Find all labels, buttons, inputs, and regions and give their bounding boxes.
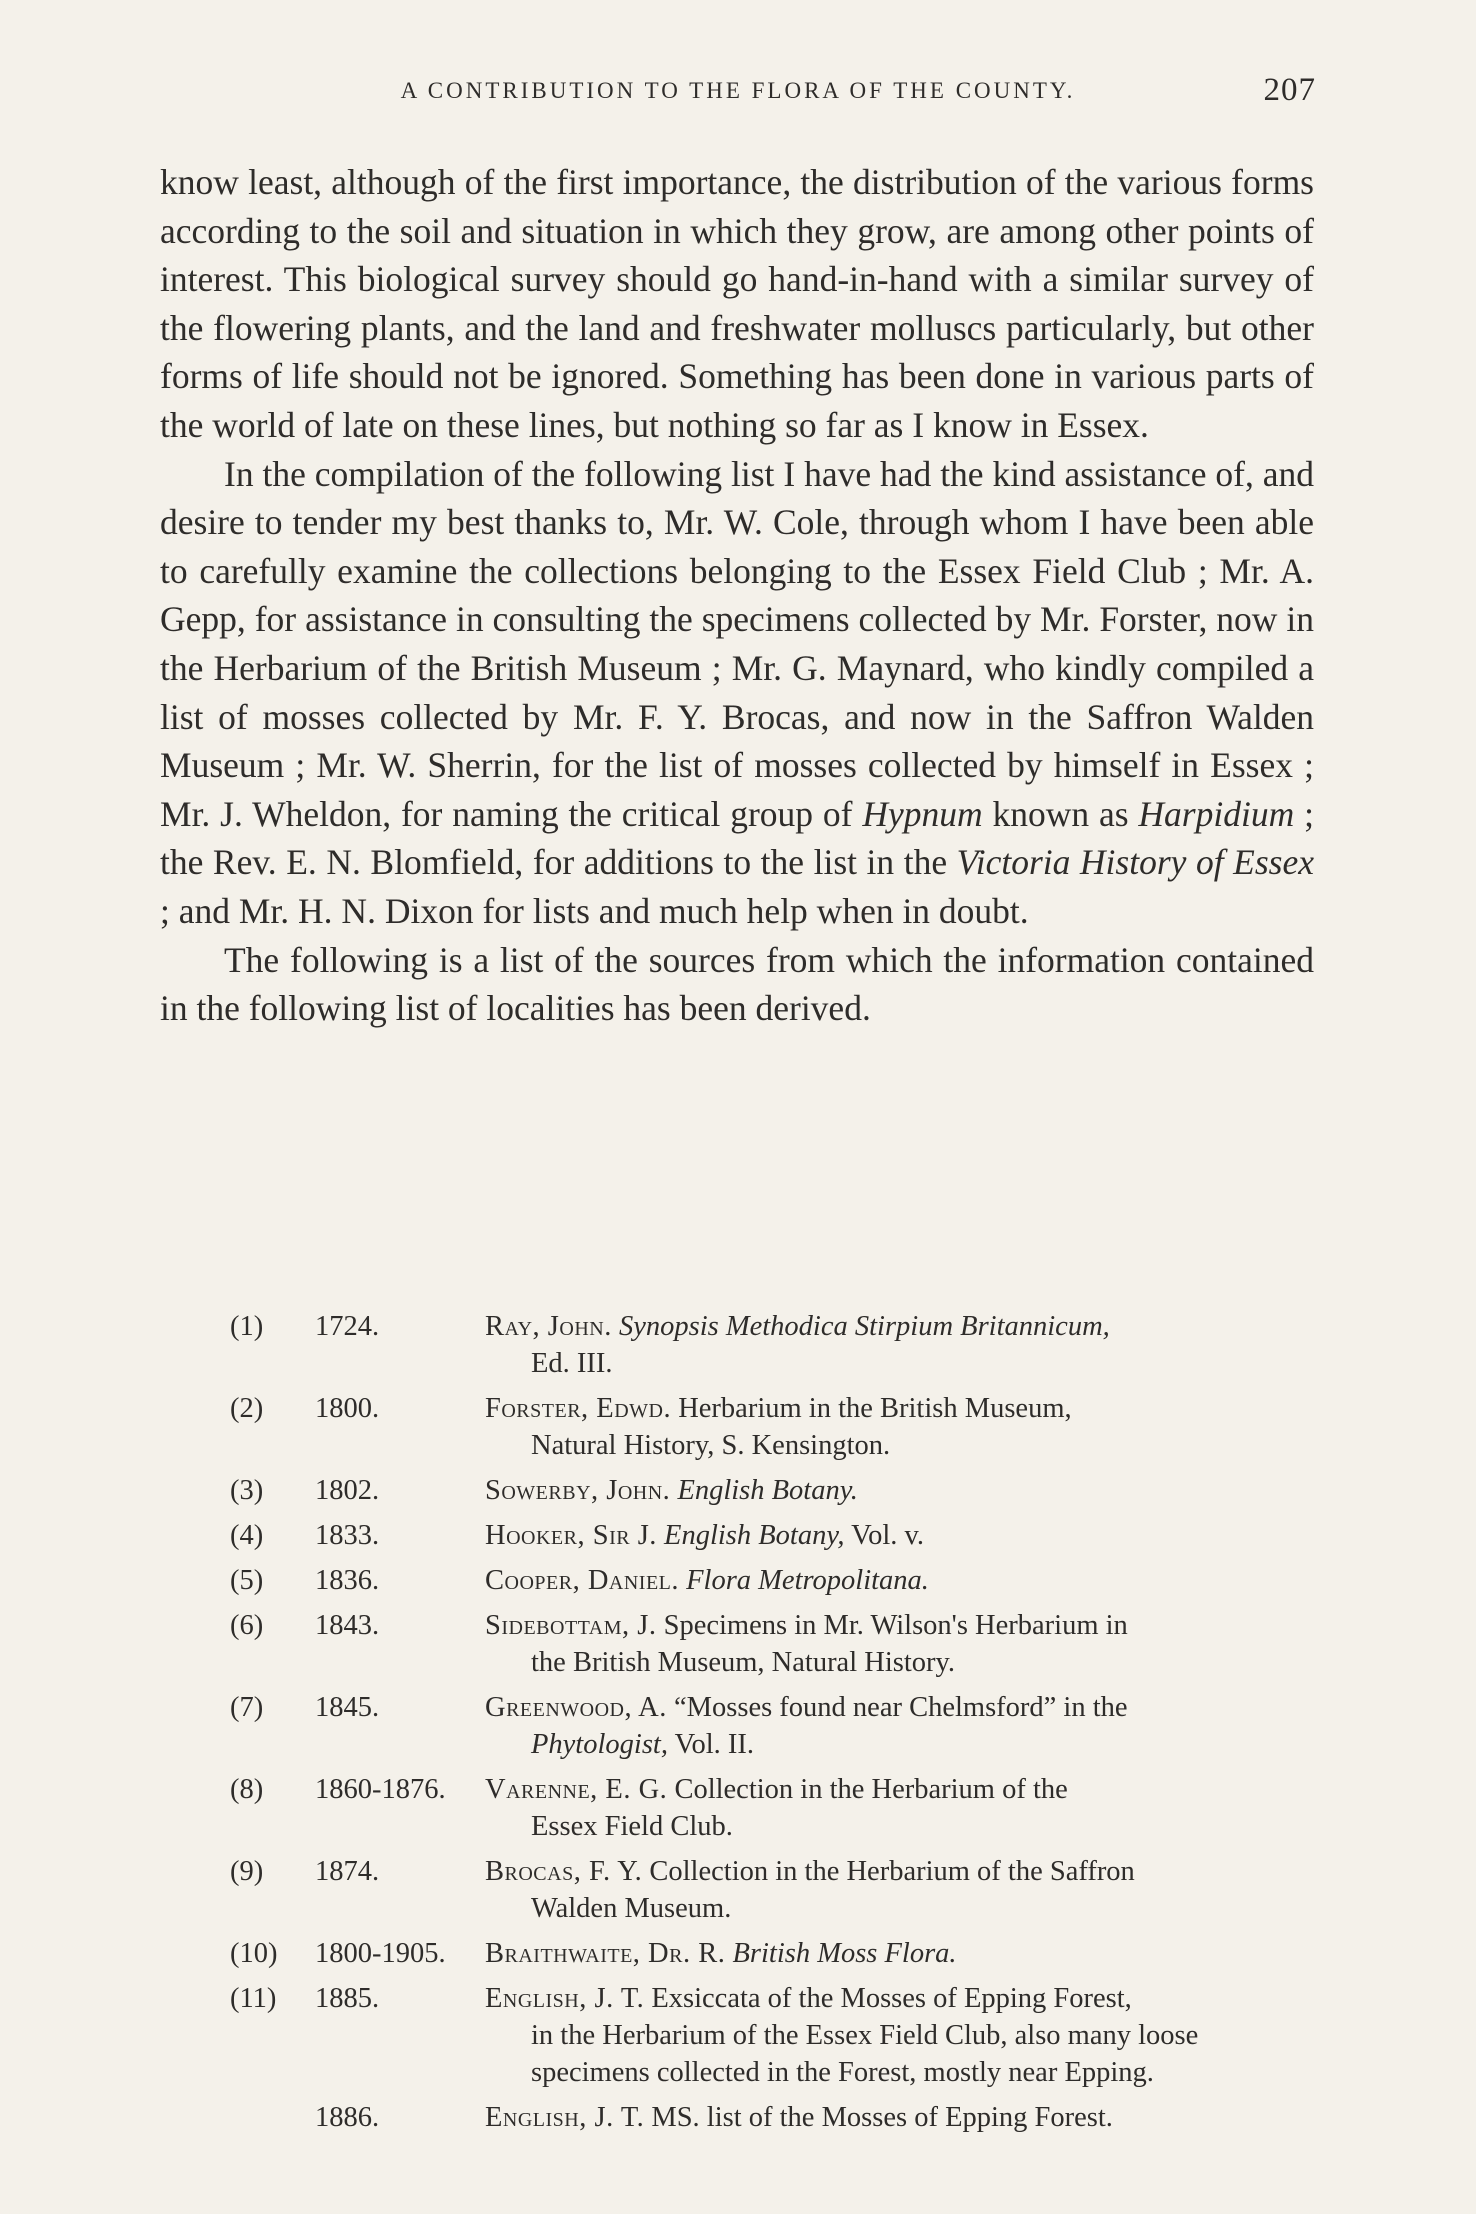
source-number: (2) xyxy=(230,1393,264,1424)
source-year: 1836. xyxy=(315,1565,380,1596)
source-entry xyxy=(230,1689,1320,1763)
source-first-line xyxy=(485,1935,1320,1972)
paragraph-3: The following is a list of the sources from which the information contained in the following list of localities has been derived. xyxy=(160,939,1314,1029)
source-continuation xyxy=(531,2017,1320,2091)
source-first-line xyxy=(485,1308,1320,1345)
source-first-line xyxy=(485,1517,1320,1554)
source-description: Specimens in Mr. Wilson's Herbarium in xyxy=(663,1610,1128,1641)
page-number: 207 xyxy=(1263,72,1316,108)
source-continuation xyxy=(531,1726,1320,1763)
source-continuation xyxy=(531,1890,1320,1927)
source-number: (7) xyxy=(230,1692,264,1723)
source-author: Hooker, Sir J. xyxy=(485,1520,657,1551)
source-first-line xyxy=(485,1472,1320,1509)
source-first-line xyxy=(485,2099,1320,2136)
italic-run: Victoria History of Essex xyxy=(956,842,1314,883)
source-work: English Botany, xyxy=(664,1520,845,1551)
source-number: (10) xyxy=(230,1938,278,1969)
source-work: Flora Metropolitana. xyxy=(686,1565,929,1596)
source-author: Greenwood, A. xyxy=(485,1692,667,1723)
source-continuation-text: Ed. III. xyxy=(531,1348,613,1379)
source-work: English Botany. xyxy=(677,1475,858,1506)
source-year: 1802. xyxy=(315,1475,380,1506)
source-description: Exsiccata of the Mosses of Epping Forest, xyxy=(651,1983,1132,2014)
source-entry xyxy=(230,1980,1320,2091)
source-number: (11) xyxy=(230,1983,277,2014)
source-first-line xyxy=(485,1689,1320,1726)
source-author: Braithwaite, Dr. R. xyxy=(485,1938,726,1969)
text-run: ; and Mr. H. N. Dixon for lists and much help when in doubt. xyxy=(160,890,1029,931)
text-run: In the compilation of the following list I have had the kind assistance of, and desire to tender my best thanks to, Mr. W. Cole, through whom I have been able to carefully examine the collections belonging to the Essex Field Club ; Mr. A. Gepp, for assistance in consulting the specimens collected by Mr. Forster, now in the Herbarium of the British Museum ; Mr. G. Maynard, who kindly compiled a list of mosses collected by Mr. F. Y. Brocas, and now in the Saffron Walden Museum ; Mr. W. Sherrin, for the list of mosses collected by himself in Essex ; Mr. J. Wheldon, for naming the critical group of xyxy=(160,453,1314,834)
source-author: Ray, John. xyxy=(485,1311,612,1342)
source-continuation xyxy=(531,1808,1320,1845)
source-year: 1860-1876. xyxy=(315,1774,446,1805)
source-year: 1874. xyxy=(315,1856,380,1887)
source-number: (3) xyxy=(230,1475,264,1506)
source-continuation-text: Vol. II. xyxy=(667,1729,754,1760)
source-author: Sowerby, John. xyxy=(485,1475,671,1506)
italic-run: Hypnum xyxy=(862,793,983,834)
source-author: Brocas, F. Y. xyxy=(485,1856,643,1887)
source-entry xyxy=(230,1390,1320,1464)
source-description: “Mosses found near Chelmsford” in the xyxy=(674,1692,1128,1723)
source-continuation-text: Walden Museum. xyxy=(531,1893,732,1924)
source-year: 1845. xyxy=(315,1692,380,1723)
source-continuation-italic: Phytologist, xyxy=(531,1729,668,1760)
source-description: MS. list of the Mosses of Epping Forest. xyxy=(651,2102,1113,2133)
source-continuation xyxy=(531,1427,1320,1464)
source-number: (5) xyxy=(230,1565,264,1596)
source-first-line xyxy=(485,1980,1320,2017)
source-author: English, J. T. xyxy=(485,2102,645,2133)
source-continuation xyxy=(531,1644,1320,1681)
source-author: Sidebottam, J. xyxy=(485,1610,657,1641)
source-first-line xyxy=(485,1562,1320,1599)
source-entry xyxy=(230,2099,1320,2136)
paragraph-2 xyxy=(160,450,1314,936)
source-description: Collection in the Herbarium of the Saffron xyxy=(649,1856,1135,1887)
source-year: 1800-1905. xyxy=(315,1938,446,1969)
source-first-line xyxy=(485,1390,1320,1427)
source-author: Cooper, Daniel. xyxy=(485,1565,680,1596)
source-entry xyxy=(230,1935,1320,1972)
text-run: ; the Rev. E. N. Blomfield, for additions to the list in the xyxy=(160,793,1314,883)
italic-run: Harpidium xyxy=(1138,793,1295,834)
source-description: Collection in the Herbarium of the xyxy=(674,1774,1068,1805)
sources-list xyxy=(230,1308,1320,2144)
source-author: English, J. T. xyxy=(485,1983,645,2014)
source-year: 1886. xyxy=(315,2102,380,2133)
source-work: Synopsis Methodica Stirpium Britannicum, xyxy=(618,1311,1110,1342)
source-number: (1) xyxy=(230,1311,264,1342)
running-head xyxy=(160,78,1316,104)
body-text xyxy=(160,158,1314,1033)
source-entry xyxy=(230,1308,1320,1382)
source-description: Herbarium in the British Museum, xyxy=(678,1393,1072,1424)
paragraph-1: know least, although of the first importance, the distribution of the various forms according to the soil and situation in which they grow, are among other points of interest. This biological survey should go hand-in-hand with a similar survey of the flowering plants, and the land and freshwater molluscs particularly, but other forms of life should not be ignored. Something has been done in various parts of the world of late on these lines, but nothing so far as I know in Essex. xyxy=(160,162,1314,445)
source-entry xyxy=(230,1562,1320,1599)
source-entry xyxy=(230,1771,1320,1845)
source-first-line xyxy=(485,1853,1320,1890)
source-continuation-text: in the Herbarium of the Essex Field Club, also many loose specimens collected in the Forest, mostly near Epping. xyxy=(531,2020,1199,2088)
source-continuation-text: Essex Field Club. xyxy=(531,1811,733,1842)
source-year: 1833. xyxy=(315,1520,380,1551)
source-year: 1885. xyxy=(315,1983,380,2014)
source-year: 1800. xyxy=(315,1393,380,1424)
source-author: Forster, Edwd. xyxy=(485,1393,672,1424)
source-year: 1843. xyxy=(315,1610,380,1641)
source-entry xyxy=(230,1853,1320,1927)
source-continuation-text: Natural History, S. Kensington. xyxy=(531,1430,891,1461)
running-title: A CONTRIBUTION TO THE FLORA OF THE COUNTY. xyxy=(400,78,1076,103)
source-entry xyxy=(230,1607,1320,1681)
text-run: known as xyxy=(982,793,1139,834)
source-work: British Moss Flora. xyxy=(732,1938,957,1969)
source-number: (6) xyxy=(230,1610,264,1641)
source-number: (9) xyxy=(230,1856,264,1887)
source-continuation-text: the British Museum, Natural History. xyxy=(531,1647,956,1678)
source-number: (8) xyxy=(230,1774,264,1805)
source-year: 1724. xyxy=(315,1311,380,1342)
source-entry xyxy=(230,1517,1320,1554)
source-number: (4) xyxy=(230,1520,264,1551)
source-first-line xyxy=(485,1607,1320,1644)
source-description: Vol. v. xyxy=(844,1520,925,1551)
source-author: Varenne, E. G. xyxy=(485,1774,668,1805)
source-continuation xyxy=(531,1345,1320,1382)
source-entry xyxy=(230,1472,1320,1509)
source-first-line xyxy=(485,1771,1320,1808)
